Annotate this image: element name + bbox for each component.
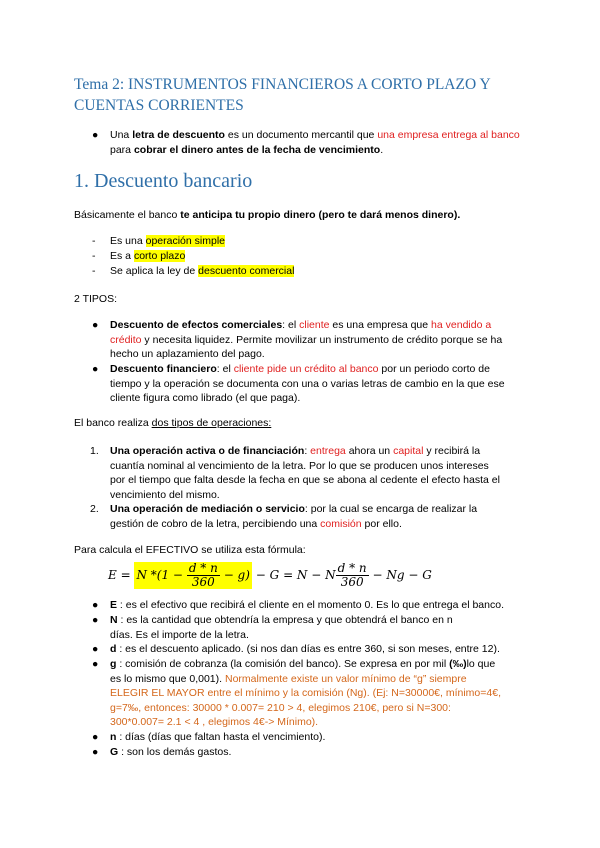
definition-item: n : días (días que faltan hasta el vencimiento). bbox=[110, 731, 326, 743]
document-title: Tema 2: INSTRUMENTOS FINANCIEROS A CORTO PLAZO Y CUENTAS CORRIENTES bbox=[74, 76, 491, 114]
efectivo-formula bbox=[108, 558, 528, 592]
ops-intro: El banco realiza dos tipos de operaciones: bbox=[74, 417, 272, 429]
formula-lhs: E = bbox=[108, 568, 131, 582]
list-number: 2. bbox=[90, 503, 99, 515]
dash-marker: - bbox=[92, 250, 96, 262]
dash-marker: - bbox=[92, 265, 96, 277]
dash-item: Es una operación simple bbox=[110, 235, 225, 247]
bullet-dot: ● bbox=[92, 643, 99, 655]
definition-item: E : es el efectivo que recibirá el cliente en el momento 0. Es lo que entrega el banco. bbox=[110, 599, 504, 611]
definition-item: d : es el descuento aplicado. (si nos dan días es entre 360, si son meses, entre 12). bbox=[110, 643, 500, 655]
bullet-dot: ● bbox=[92, 319, 99, 331]
formula-term: − Ng − G bbox=[372, 568, 432, 582]
basic-paragraph: Básicamente el banco te anticipa tu propio dinero (pero te dará menos dinero). bbox=[74, 209, 461, 221]
formula-term: (1 − bbox=[156, 568, 183, 582]
definition-item: g : comisión de cobranza (la comisión del banco). Se expresa en por mil (‰)lo que es lo mismo que 0,001). Normalmente existe un valor mínimo de “g” siempre ELEGIR EL MAYOR entre el mínimo y la comisión (Ng). (Ej: N=30000€, mínimo=4€, g=7‰, entonces: 30000 * 0.007= 210 > 4, elegimos 210€, pero si N=300: 300*0.007= 2.1 < 4 , elegimos 4€-> Mínimo). bbox=[110, 658, 501, 728]
bullet-dot: ● bbox=[92, 614, 99, 626]
operation-item: Una operación de mediación o servicio: por la cual se encarga de realizar la gestión de cobro de la letra, percibiendo una comisión por ello. bbox=[110, 503, 478, 530]
formula-term: − g bbox=[223, 568, 246, 582]
formula-term: N * bbox=[136, 568, 157, 582]
list-number: 1. bbox=[90, 445, 99, 457]
bullet-dot: ● bbox=[92, 658, 99, 670]
dash-item: Es a corto plazo bbox=[110, 250, 186, 262]
bullet-dot: ● bbox=[92, 746, 99, 758]
formula-term: − G bbox=[255, 568, 280, 582]
formula-highlight bbox=[134, 562, 251, 589]
tipo-item: Descuento de efectos comerciales: el cliente es una empresa que ha vendido a crédito y necesita liquidez. Permite movilizar un instrumento de crédito porque se ha hecho un aplazamiento del pago. bbox=[110, 319, 503, 360]
formula-term: = N − N bbox=[283, 568, 336, 582]
tipo-item: Descuento financiero: el cliente pide un crédito al banco por un periodo corto de tiempo y la operación se documenta con una o varias letras de cambio en la que ese cliente figura como librado (el que paga). bbox=[110, 363, 505, 404]
bullet-dot: ● bbox=[92, 731, 99, 743]
bullet-dot: ● bbox=[92, 129, 99, 141]
efectivo-label: Para calcula el EFECTIVO se utiliza esta fórmula: bbox=[74, 544, 306, 556]
dash-marker: - bbox=[92, 235, 96, 247]
bullet-dot: ● bbox=[92, 363, 99, 375]
definition-item: N : es la cantidad que obtendría la empresa y que obtendrá el banco en n días. Es el importe de la letra. bbox=[110, 614, 453, 641]
intro-paragraph: Una letra de descuento es un documento mercantil que una empresa entrega al banco para cobrar el dinero antes de la fecha de vencimiento. bbox=[110, 129, 520, 156]
operation-item: Una operación activa o de financiación: entrega ahora un capital y recibirá la cuantía nominal al vencimiento de la letra. Por lo que se producen unos intereses por el tiempo que falta desde la fecha en que se abona al cedente el efecto hasta el vencimiento del mismo. bbox=[110, 445, 500, 501]
formula-fraction: $\frac{d * n}{360}$ bbox=[337, 560, 367, 589]
formula-term: ) bbox=[245, 568, 250, 582]
section-heading: 1. Descuento bancario bbox=[74, 170, 253, 192]
bullet-dot: ● bbox=[92, 599, 99, 611]
formula-left bbox=[108, 558, 432, 592]
tipos-label: 2 TIPOS: bbox=[74, 293, 117, 305]
definition-item: G : son los demás gastos. bbox=[110, 746, 232, 758]
formula-fraction: $\frac{d * n}{360}$ bbox=[188, 560, 218, 589]
dash-item: Se aplica la ley de descuento comercial bbox=[110, 265, 295, 277]
